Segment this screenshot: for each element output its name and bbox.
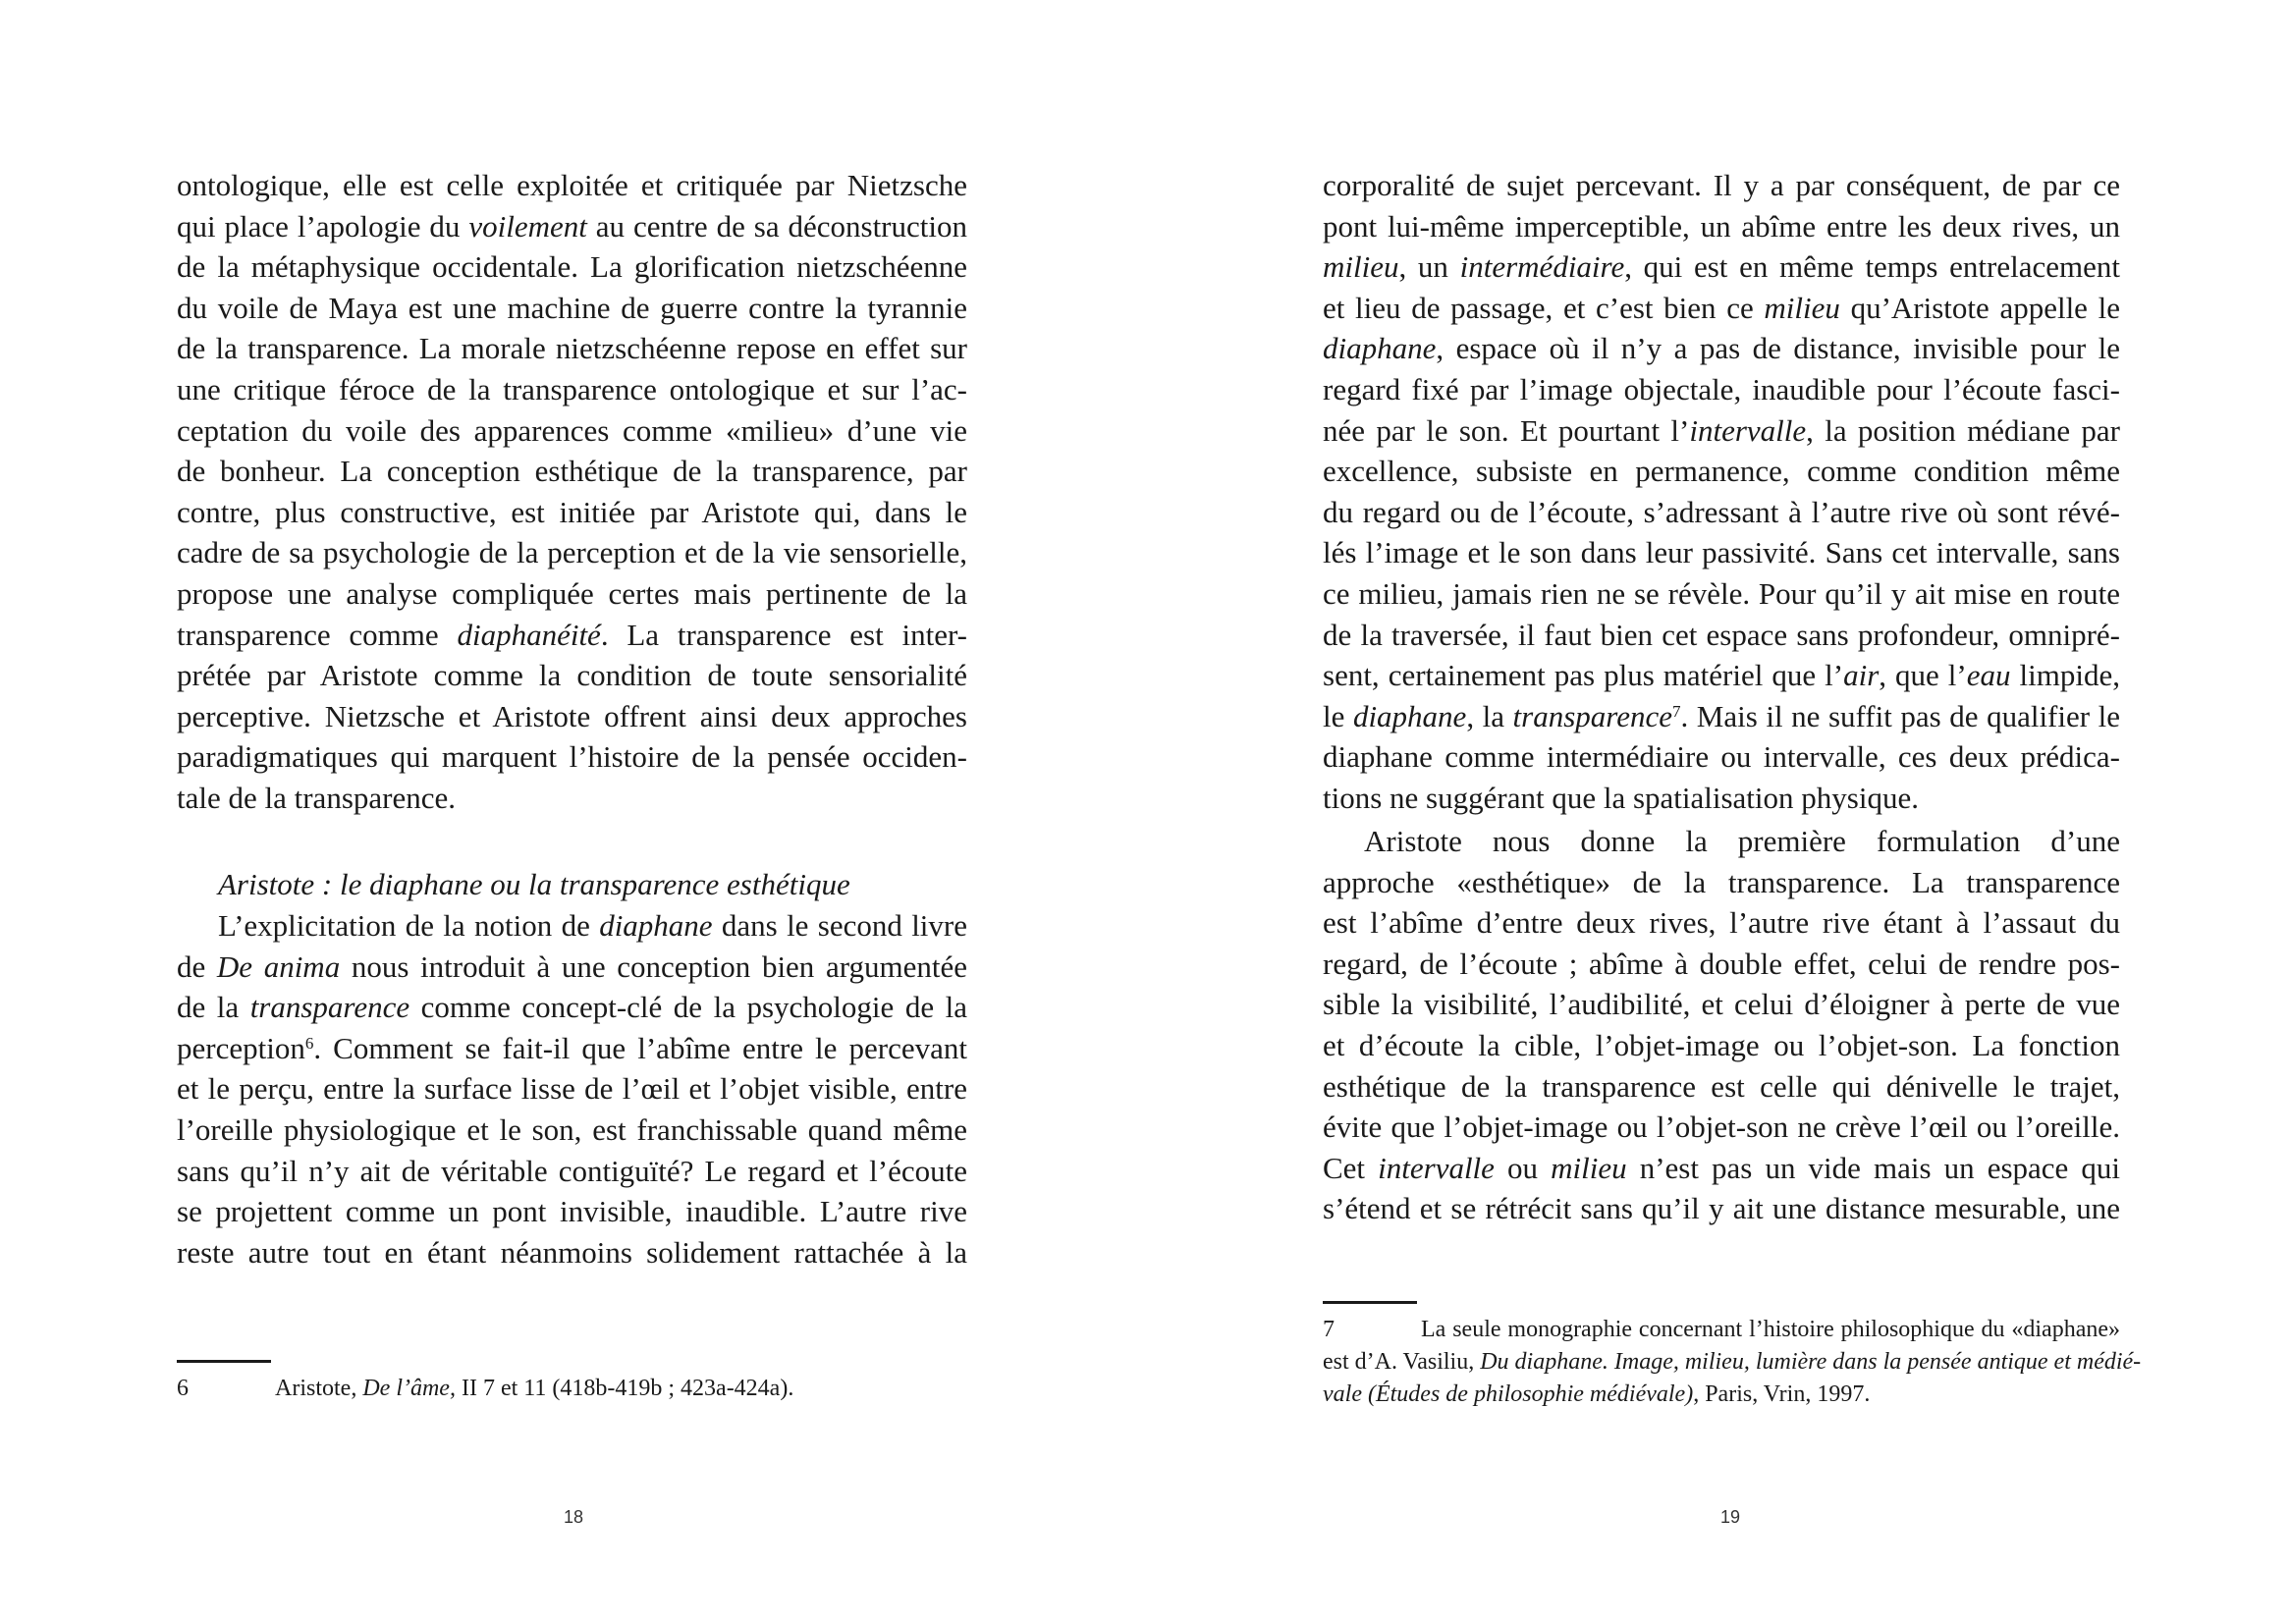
text-line: Cet intervalle ou milieu n’est pas un vide mais un espace qui — [1323, 1150, 2120, 1185]
text-line: l’oreille physiologique et le son, est franchissable quand même — [177, 1112, 967, 1147]
text-line: cadre de sa psychologie de la perception et de la vie sensorielle, — [177, 535, 967, 570]
text-line: ce milieu, jamais rien ne se révèle. Pour qu’il y ait mise en route — [1323, 576, 2120, 611]
text-line: de De anima nous introduit à une conception bien argumentée — [177, 948, 967, 984]
footnote-line — [177, 1373, 967, 1405]
text-line: lés l’image et le son dans leur passivité. Sans cet intervalle, sans — [1323, 535, 2120, 570]
text-line: née par le son. Et pourtant l’intervalle, la position médiane par — [1323, 412, 2120, 448]
text-line: milieu, un intermédiaire, qui est en même temps entrelacement — [1323, 249, 2121, 285]
text-line: diaphane, espace où il n’y a pas de distance, invisible pour le — [1323, 331, 2120, 366]
text-line: sible la visibilité, l’audibilité, et celui d’éloigner à perte de vue — [1323, 987, 2120, 1022]
footnote-rule — [1323, 1301, 1417, 1304]
text-line: évite que l’objet-image ou l’objet-son ne crève l’œil ou l’oreille. — [1323, 1110, 2120, 1145]
text-line: sent, certainement pas plus matériel que l’air, que l’eau limpide, — [1323, 658, 2120, 693]
text-line: le diaphane, la transparence$^7$. Mais il ne suffit pas de qualifier le — [1323, 698, 2121, 733]
text-line: transparence comme diaphanéité. La transparence est inter- — [177, 617, 967, 652]
text-line: perception$^6$. Comment se fait-il que l’abîme entre le percevant — [177, 1030, 967, 1065]
text-line: du voile de Maya est une machine de guerre contre la tyrannie — [177, 290, 967, 325]
page-number: 19 — [1720, 1507, 1741, 1527]
text-line: de la transparence comme concept-clé de la psychologie de la — [177, 990, 967, 1025]
text-line: une critique féroce de la transparence ontologique et sur l’ac- — [177, 372, 967, 406]
footnote-text: Aristote, De l’âme, II 7 et 11 (418b-419b ; 423a-424a). — [275, 1376, 794, 1401]
text-line: propose une analyse compliquée certes mais pertinente de la — [177, 576, 967, 611]
text-line: de bonheur. La conception esthétique de la transparence, par — [177, 454, 967, 489]
text-line: corporalité de sujet percevant. Il y a par conséquent, de par ce — [1323, 168, 2120, 202]
text-line: et le perçu, entre la surface lisse de l’œil et l’objet visible, entre — [177, 1071, 967, 1107]
text-line: sans qu’il n’y ait de véritable contiguïté? Le regard et l’écoute — [177, 1153, 967, 1188]
text-line: perceptive. Nietzsche et Aristote offrent ainsi deux approches — [177, 698, 967, 733]
text-line: de la métaphysique occidentale. La glorification nietzschéenne — [177, 249, 967, 285]
text-line: s’étend et se rétrécit sans qu’il y ait une distance mesurable, une — [1323, 1191, 2120, 1226]
footnote-line: est d’A. Vasiliu, Du diaphane. Image, milieu, lumière dans la pensée antique et médié- — [1323, 1349, 2142, 1375]
text-line: pont lui-même imperceptible, un abîme entre les deux rives, un — [1323, 208, 2120, 244]
section-heading: Aristote : le diaphane ou la transparence esthétique — [218, 867, 850, 901]
text-line: diaphane comme intermédiaire ou intervalle, ces deux prédica- — [1323, 739, 2120, 775]
text-line: Aristote nous donne la première formulation d’une — [1364, 824, 2120, 858]
text-line: paradigmatiques qui marquent l’histoire de la pensée occiden- — [177, 739, 967, 775]
footnote-line — [1323, 1314, 2120, 1346]
text-line: et lieu de passage, et c’est bien ce milieu qu’Aristote appelle le — [1323, 290, 2120, 325]
text-line: prétée par Aristote comme la condition de toute sensorialité — [177, 658, 967, 693]
text-line: tale de la transparence. — [177, 781, 456, 815]
text-line: est l’abîme d’entre deux rives, l’autre rive étant à l’assaut du — [1323, 905, 2120, 941]
text-line: L’explicitation de la notion de diaphane dans le second livre — [218, 908, 968, 943]
text-line: regard, de l’écoute ; abîme à double effet, celui de rendre pos- — [1323, 946, 2120, 981]
text-line: de la transparence. La morale nietzschéenne repose en effet sur — [177, 331, 967, 366]
footnote-rule — [177, 1360, 271, 1363]
text-line: de la traversée, il faut bien cet espace sans profondeur, omnipré- — [1323, 617, 2120, 652]
text-line: qui place l’apologie du voilement au centre de sa déconstruction — [177, 208, 967, 244]
text-line: ceptation du voile des apparences comme «milieu» d’une vie — [177, 412, 967, 448]
text-line: regard fixé par l’image objectale, inaudible pour l’écoute fasci- — [1323, 372, 2120, 406]
text-line: excellence, subsiste en permanence, comme condition même — [1323, 454, 2120, 489]
text-line: esthétique de la transparence est celle qui dénivelle le trajet, — [1323, 1068, 2120, 1104]
text-line: tions ne suggérant que la spatialisation physique. — [1323, 781, 1919, 815]
footnote-number: 6 — [177, 1376, 189, 1401]
footnote-text: La seule monographie concernant l’histoire philosophique du «diaphane» — [1421, 1317, 2120, 1342]
left-page — [0, 0, 1144, 1624]
text-line: reste autre tout en étant néanmoins solidement rattachée à la — [177, 1234, 967, 1270]
footnote-number: 7 — [1323, 1317, 1335, 1342]
text-line: et d’écoute la cible, l’objet-image ou l’objet-son. La fonction — [1323, 1028, 2120, 1062]
footnote-line: vale (Études de philosophie médiévale), Paris, Vrin, 1997. — [1323, 1381, 1871, 1407]
right-page — [1144, 0, 2289, 1624]
text-line: contre, plus constructive, est initiée par Aristote qui, dans le — [177, 494, 967, 529]
text-line: approche «esthétique» de la transparence. La transparence — [1323, 864, 2120, 899]
text-line: du regard ou de l’écoute, s’adressant à l’autre rive où sont révé- — [1323, 494, 2120, 529]
page-number: 18 — [564, 1507, 584, 1527]
text-line: se projettent comme un pont invisible, inaudible. L’autre rive — [177, 1194, 967, 1229]
text-line: ontologique, elle est celle exploitée et critiquée par Nietzsche — [177, 168, 967, 202]
